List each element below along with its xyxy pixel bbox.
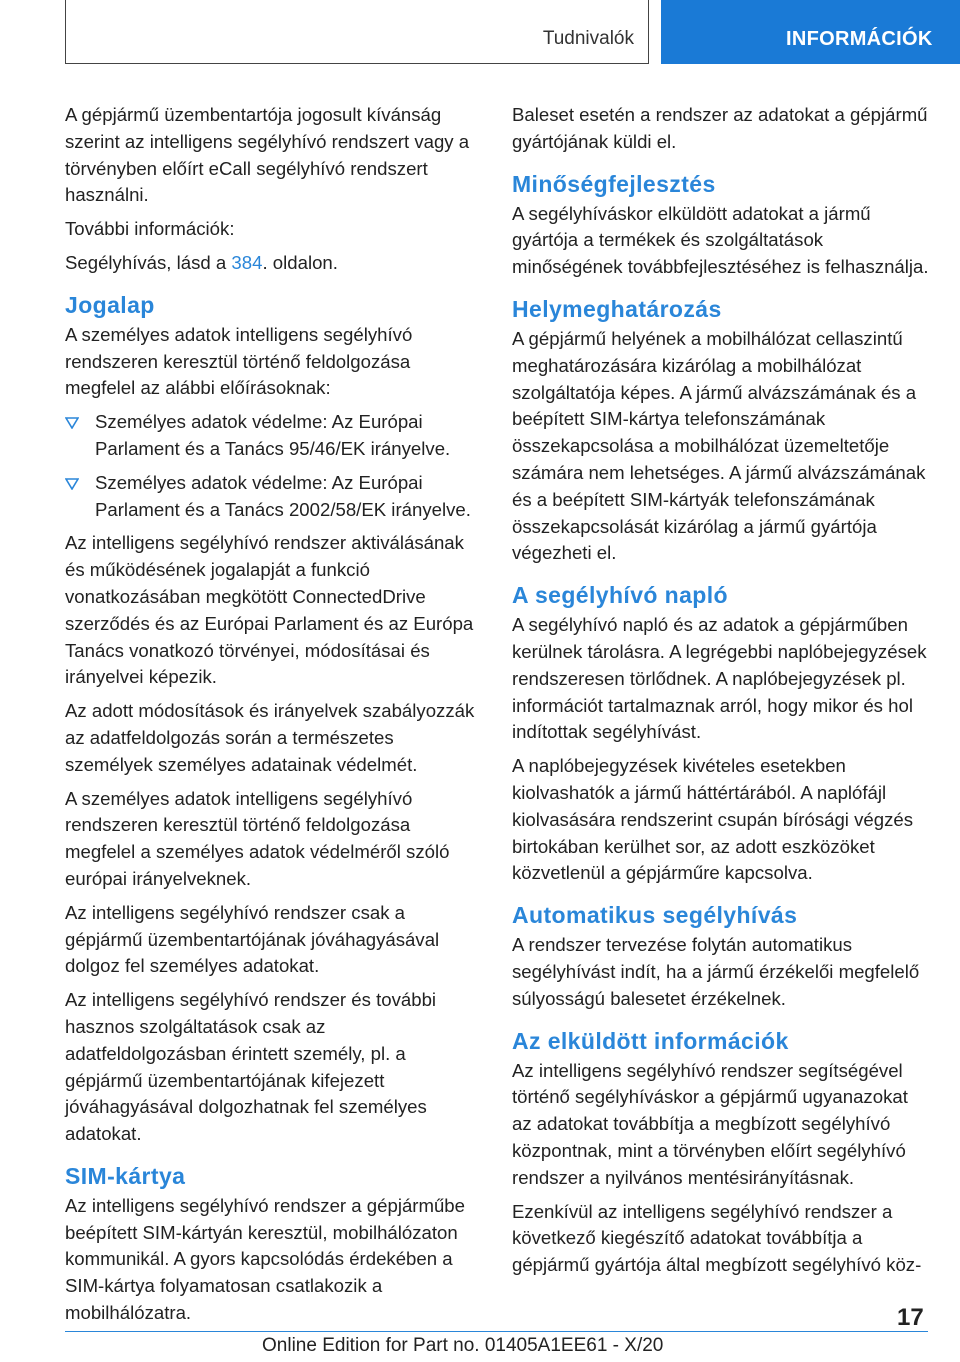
right-column [512,102,930,1286]
paragraph: A segélyhívó napló és az adatok a gépjárműben kerülnek tárolásra. A legrégebbi naplóbejegyzések rendszeresen törlődnek. A naplóbejegyzések pl. információt tartalmaznak arról, hogy mikor és hol indítottak segélyhívást. [512,614,927,743]
list-item: Személyes adatok védelme: Az Európai Parlament és a Tanács 95/46/EK irányelve. [65,409,483,463]
paragraph: Az intelligens segélyhívó rendszer és további hasznos szolgáltatások csak az adatfeldolgozásban érintett személy, pl. a gépjármű üzembentartójának kifejezett jóváhagyásával dolgozhatnak fel személyes adatokat. [65,989,437,1145]
heading-log: A segélyhívó napló [512,582,728,609]
triangle-bullet-icon [65,478,79,490]
page-number: 17 [897,1304,924,1331]
paragraph: A naplóbejegyzések kivételes esetekben kiolvashatók a jármű háttértárából. A naplófájl kiolvasására rendszerint csupán bírósági végzés birtokában kerülhet sor, az adott eszközöket közvetlenül a gépjárműre kapcsolva. [512,755,914,884]
header-chapter-tab [661,0,960,64]
footer-divider [65,1331,928,1332]
paragraph: A rendszer tervezése folytán automatikus segélyhívást indít, ha a jármű érzékelői megfelelő súlyosságú balesetet érzékelnek. [512,934,920,1009]
paragraph: Az intelligens segélyhívó rendszer segítségével történő segélyhíváskor a gépjármű ugyanazokat az adatokat továbbítja a megbízott segélyhívó központnak, mint a törvényben előírt segélyhívó rendszer a nyilvános mentésirányításnak. [512,1059,908,1188]
left-column [65,102,483,1334]
heading-location: Helymeghatározás [512,295,722,322]
paragraph: Az intelligens segélyhívó rendszer aktiválásának és működésének jogalapját a funkció vonatkozásában megkötött ConnectedDrive szerződés és az Európai Parlament és az Európa Tanács vonatkozó törvényei, módosításai és irányelvei képezik. [65,532,474,688]
paragraph: Ezenkívül az intelligens segélyhívó rendszer a következő kiegészítő adatokat továbbítja a gépjármű gyártója által megbízott segélyhívó köz- [512,1200,922,1276]
header-section-title: Tudnivalók [542,28,634,49]
page-header [0,0,960,66]
heading-quality: Minőségfejlesztés [512,170,716,197]
paragraph: Az adott módosítások és irányelvek szabályozzák az adatfeldolgozás során a természetes személyek személyes adatainak védelmét. [65,700,475,775]
paragraph: Baleset esetén a rendszer az adatokat a gépjármű gyártójának küldi el. [512,104,928,152]
page-link[interactable]: 384 [231,251,263,273]
paragraph: További információk: [65,218,235,240]
paragraph: A gépjármű üzembentartója jogosult kívánság szerint az intelligens segélyhívó rendszert vagy a törvényben előírt eCall segélyhívó rendszert használni. [65,104,470,206]
paragraph: Az intelligens segélyhívó rendszer csak a gépjármű üzembentartójának jóváhagyásával dolgoz fel személyes adatokat. [65,901,440,977]
heading-sent: Az elküldött információk [512,1027,789,1054]
paragraph: A segélyhíváskor elküldött adatokat a jármű gyártója a termékek és szolgáltatások minőségének továbbfejlesztéséhez is felhasználja. [512,202,929,278]
paragraph: A személyes adatok intelligens segélyhívó rendszeren keresztül történő feldolgozása megfelel a személyes adatok védelméről szóló európai irányelveknek. [65,787,450,889]
footer-edition: Online Edition for Part no. 01405A1EE61 - X/20 [262,1335,664,1356]
triangle-bullet-icon [65,417,79,429]
heading-auto: Automatikus segélyhívás [512,902,798,929]
header-chapter-label: INFORMÁCIÓK [786,28,933,50]
heading-jogalap: Jogalap [65,291,155,318]
list-item: Személyes adatok védelme: Az Európai Parlament és a Tanács 2002/58/EK irányelve. [65,470,483,524]
paragraph: Az intelligens segélyhívó rendszer a gépjárműbe beépített SIM-kártyán keresztül, mobilhálózaton kommunikál. A gyors kapcsolódás érdekében a SIM-kártya folyamatosan csatlakozik a mobilhálózatra. [65,1194,465,1324]
cross-reference: Segélyhívás, lásd a 384. oldalon. [65,251,338,273]
paragraph: A gépjármű helyének a mobilhálózat cellaszintű meghatározására kizárólag a mobilhálózat szolgáltatója képes. A jármű alvázszámának és a beépített SIM-kártya telefonszámának összekapcsolása a mobilhálózat üzemeltetője számára nem lehetséges. A jármű alvázszámának és a beépített SIM-kártyák telefonszámának összekapcsolását kizárólag a jármű gyártója végezheti el. [512,327,926,564]
header-section-box [65,0,649,64]
paragraph: A személyes adatok intelligens segélyhívó rendszeren keresztül történő feldolgozása megfelel az alábbi előírásoknak: [65,323,413,399]
heading-sim: SIM-kártya [65,1162,186,1189]
